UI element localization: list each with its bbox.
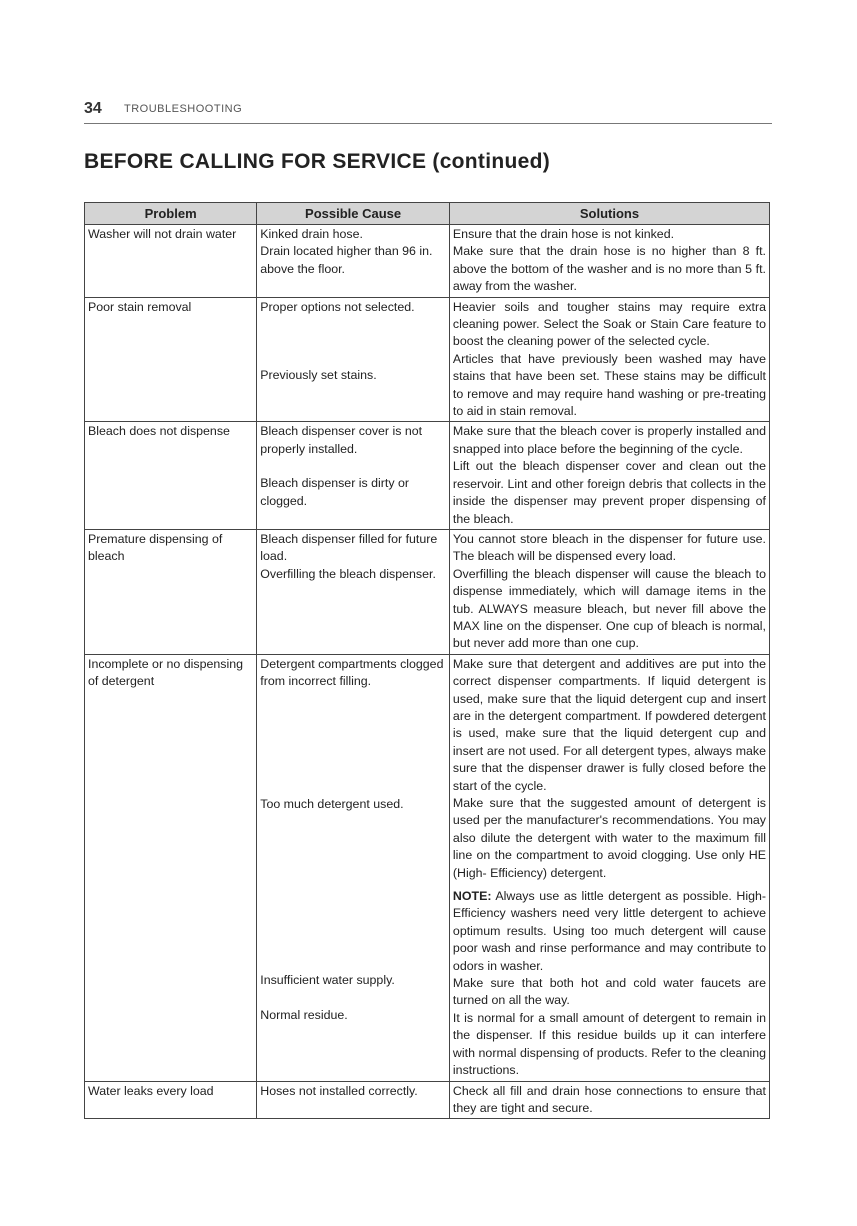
column-header-cause: Possible Cause xyxy=(257,203,450,225)
cause-item: Bleach dispenser is dirty or clogged. xyxy=(260,476,410,508)
solution-item: Overfilling the bleach dispenser will cause the bleach to dispense immediately, which will damage items in the tub. ALWAYS measure bleach, but never fill above the MAX line on the dispenser. One cup of bleach is normal, but never add more than one cup. xyxy=(452,566,766,651)
cause-item: Too much detergent used. xyxy=(260,796,404,811)
cause-item: Hoses not installed correctly. xyxy=(260,1083,418,1098)
problem-cell: Poor stain removal xyxy=(85,297,257,422)
column-header-solutions: Solutions xyxy=(449,203,769,225)
note-item xyxy=(453,888,766,975)
page-number: 34 xyxy=(84,100,102,117)
cause-cell xyxy=(257,297,450,422)
problem-cell: Water leaks every load xyxy=(85,1081,257,1119)
cause-cell xyxy=(257,225,450,298)
table-header-row xyxy=(85,203,770,225)
solution-cell xyxy=(449,1081,769,1119)
cause-item: Proper options not selected. xyxy=(260,299,415,314)
solution-item: Make sure that detergent and additives are put into the correct dispenser compartments. If liquid detergent is used, make sure that the liquid detergent cup and insert are in the detergent compartment. If powdered detergent is used, make sure that the liquid detergent cup and insert are not used. For all detergent types, always make sure that the dispenser drawer is fully closed before the start of the cycle. xyxy=(452,656,766,793)
cause-item: Insufficient water supply. xyxy=(260,972,395,987)
solution-item: Heavier soils and tougher stains may require extra cleaning power. Select the Soak or Stain Care feature to boost the cleaning power of the selected cycle. xyxy=(452,299,766,349)
cause-item: Normal residue. xyxy=(260,1007,348,1022)
table-row xyxy=(85,225,770,298)
cause-item: Kinked drain hose. xyxy=(260,227,363,241)
cause-item: Previously set stains. xyxy=(260,367,377,382)
solution-item: You cannot store bleach in the dispenser for future use. The bleach will be dispensed every load. xyxy=(452,531,766,564)
problem-cell: Premature dispensing of bleach xyxy=(85,529,257,654)
table-row xyxy=(85,297,770,422)
column-header-problem: Problem xyxy=(85,203,257,225)
problem-cell: Washer will not drain water xyxy=(85,225,257,298)
cause-item: Drain located higher than 96 in. above the floor. xyxy=(260,244,433,276)
table-row xyxy=(85,422,770,529)
troubleshooting-table xyxy=(84,202,770,1119)
solution-item: Ensure that the drain hose is not kinked. xyxy=(452,227,675,241)
cause-item: Overfilling the bleach dispenser. xyxy=(260,566,436,581)
header-rule xyxy=(84,123,772,124)
solution-item: Make sure that both hot and cold water faucets are turned on all the way. xyxy=(452,976,766,1008)
problem-cell: Bleach does not dispense xyxy=(85,422,257,529)
problem-cell: Incomplete or no dispensing of detergent xyxy=(85,654,257,1081)
solution-cell xyxy=(449,529,769,654)
solution-item: Check all fill and drain hose connections to ensure that they are tight and secure. xyxy=(452,1083,766,1115)
solution-item: Make sure that the bleach cover is properly installed and snapped into place before the beginning of the cycle. xyxy=(452,424,766,456)
cause-cell xyxy=(257,654,450,1081)
table-row xyxy=(85,529,770,654)
note-label: NOTE: xyxy=(452,889,492,904)
table-row xyxy=(85,1081,770,1119)
solution-cell xyxy=(449,225,769,298)
solution-item: Make sure that the suggested amount of detergent is used per the manufacturer's recommendations. You may also dilute the detergent with water to the maximum fill line on the compartment to avoid clogging. Use only HE (High- Efficiency) detergent. xyxy=(452,796,766,880)
cause-item: Bleach dispenser filled for future load. xyxy=(260,531,438,564)
solution-item: It is normal for a small amount of detergent to remain in the dispenser. If this residue builds up it can interfere with normal dispensing of products. Refer to the cleaning instructions. xyxy=(452,1010,766,1078)
solution-item: Articles that have previously been washed may have stains that have been set. These stains may be difficult to remove and may require hand washing or pre-treating to aid in stain removal. xyxy=(452,351,766,419)
cause-cell xyxy=(257,1081,450,1119)
note-text: Always use as little detergent as possible. High-Efficiency washers need very little detergent to achieve optimum results. Using too much detergent will cause poor wash and rinse performance and may contribute to odors in washer. xyxy=(452,889,766,973)
cause-cell xyxy=(257,422,450,529)
cause-item: Bleach dispenser cover is not properly installed. xyxy=(260,424,423,456)
page-title: BEFORE CALLING FOR SERVICE (continued) xyxy=(84,150,551,173)
solution-item: Make sure that the drain hose is no higher than 8 ft. above the bottom of the washer and is no more than 5 ft. away from the washer. xyxy=(452,244,766,294)
solution-cell xyxy=(449,654,769,1081)
section-label: TROUBLESHOOTING xyxy=(124,103,243,115)
cause-cell xyxy=(257,529,450,654)
cause-item: Detergent compartments clogged from incorrect filling. xyxy=(260,656,444,689)
solution-cell xyxy=(449,422,769,529)
table-row xyxy=(85,654,770,1081)
solution-item: Lift out the bleach dispenser cover and clean out the reservoir. Lint and other foreign debris that collects in the inside the dispenser may prevent proper dispensing of the bleach. xyxy=(452,459,766,526)
solution-cell xyxy=(449,297,769,422)
